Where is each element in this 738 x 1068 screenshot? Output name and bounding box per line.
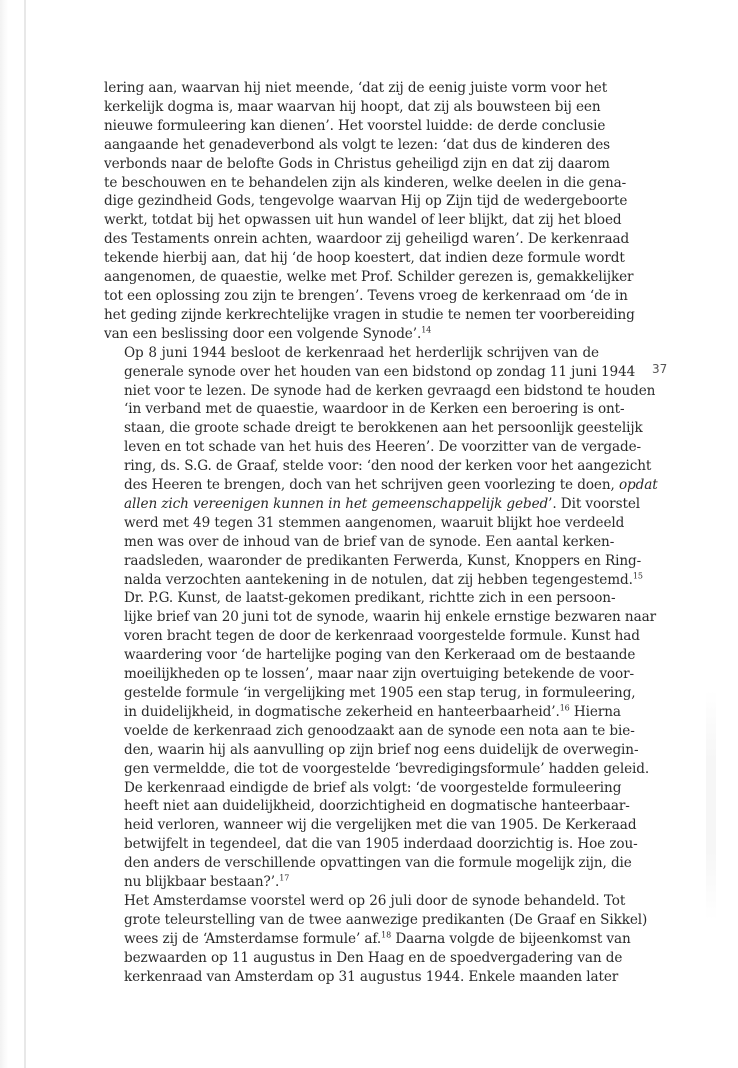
text-line: werd met 49 tegen 31 stemmen aangenomen, waaruit blijkt hoe verdeeld (124, 514, 625, 531)
text-segment: Hierna (569, 703, 621, 720)
text-segment: nu blijkbaar bestaan?’. (124, 874, 280, 891)
text-line: werkt, totdat bij het opwassen uit hun wandel of leer blijkt, dat zij het bloed (104, 212, 622, 229)
text-line: staan, die groote schade dreigt te berokkenen aan het persoonlijk geestelijk (124, 420, 643, 437)
text-line (104, 571, 643, 590)
text-line: voelde de kerkenraad zich genoodzaakt aan de synode een nota aan te bie- (124, 722, 635, 739)
text-line: tot een oplossing zou zijn te brengen’. Tevens vroeg de kerkenraad om ‘de in (104, 287, 628, 304)
binding-shadow (0, 0, 8, 1068)
text-line: des Testaments onrein achten, waardoor zij geheiligd waren’. De kerkenraad (104, 231, 630, 248)
page-number: 37 (652, 362, 668, 376)
text-line: waardering voor ‘de hartelijke poging van den Kerkeraad om de bestaande (124, 647, 636, 664)
text-line (104, 495, 641, 514)
text-line: gestelde formule ‘in vergelijking met 1905 een stap terug, in formuleering, (124, 685, 636, 701)
binding-edge (24, 0, 26, 1068)
footnote-ref: 18 (381, 930, 392, 940)
italic-segment: allen zich vereenigen kunnen in het gemeenschappelijk gebed (124, 495, 549, 512)
text-line: betwijfelt in tegendeel, dat die van 1905 inderdaad doorzichtig is. Hoe zou- (124, 836, 638, 853)
text-line: moeilijkheden op te lossen’, maar naar zijn overtuiging betekende de voor- (124, 666, 634, 683)
text-line (104, 703, 621, 722)
text-line (104, 325, 599, 344)
footnote-ref: 16 (559, 703, 570, 713)
text-segment: van een beslissing door een volgende Synode’. (104, 325, 422, 342)
text-line: gen vermeldde, die tot de voorgestelde ‘bevredigingsformule’ hadden geleid. (124, 760, 650, 777)
text-line (104, 476, 658, 495)
text-line: den, waarin hij als aanvulling op zijn brief nog eens duidelijk de overwegin- (124, 741, 639, 758)
text-line: raadsleden, waaronder de predikanten Ferwerda, Kunst, Knoppers en Ring- (124, 552, 642, 569)
text-line: te beschouwen en te behandelen zijn als kinderen, welke deelen in die gena- (104, 174, 627, 191)
text-line: dige gezindheid Gods, tengevolge waarvan Hij op Zijn tijd de wedergeboorte (104, 193, 628, 210)
text-line: lering aan, waarvan hij niet meende, ‘dat zij de eenig juiste vorm voor het (104, 80, 608, 96)
footnote-ref: 15 (632, 571, 643, 581)
paragraph-1 (104, 79, 635, 344)
text-line: generale synode over het houden van een bidstond op zondag 11 juni 1944 (124, 363, 636, 380)
text-line: lijke brief van 20 juni tot de synode, waarin hij enkele ernstige bezwaren naar (124, 609, 656, 626)
text-line: Het Amsterdamse voorstel werd op 26 juli door de synode behandeld. Tot (124, 892, 626, 909)
text-line: aangaande het genadeverbond als volgt te lezen: ‘dat dus de kinderen des (104, 136, 611, 153)
body-text (104, 79, 658, 987)
footnote-ref: 17 (279, 873, 290, 883)
text-line: leven en tot schade van het huis des Heeren’. De voorzitter van de vergade- (124, 439, 642, 456)
paragraph-2 (104, 344, 658, 590)
paragraph-4 (104, 892, 648, 987)
text-line: kerkelijk dogma is, maar waarvan hij hoopt, dat zij als bouwsteen bij een (104, 98, 601, 115)
text-line: het geding zijnde kerkrechtelijke vragen in studie te nemen ter voorbereiding (104, 306, 635, 323)
text-line: niet voor te lezen. De synode had de kerken gevraagd een bidstond te houden (124, 382, 656, 399)
text-line: nieuwe formuleering kan dienen’. Het voorstel luidde: de derde conclusie (104, 117, 606, 134)
text-line: ring, ds. S.G. de Graaf, stelde voor: ‘den nood der kerken voor het aangezicht (124, 458, 652, 475)
text-line: verbonds naar de belofte Gods in Christus geheiligd zijn en dat zij daarom (104, 155, 610, 172)
italic-segment: opdat (618, 477, 658, 494)
footnote-ref: 14 (421, 325, 432, 335)
paragraph-3 (104, 589, 656, 892)
text-segment: ’. Dit voorstel (548, 495, 641, 512)
text-line: heid verloren, wanneer wij die vergelijken met die van 1905. De Kerkeraad (124, 817, 637, 834)
text-line: men was over de inhoud van de brief van de synode. Een aantal kerken- (124, 533, 615, 550)
text-line: grote teleurstelling van de twee aanwezige predikanten (De Graaf en Sikkel) (124, 911, 648, 928)
text-line: ‘in verband met de quaestie, waardoor in de Kerken een beroering is ont- (124, 401, 625, 418)
text-line: aangenomen, de quaestie, welke met Prof. Schilder gerezen is, gemakkelijker (104, 269, 634, 286)
text-line (104, 930, 631, 949)
text-line: De kerkenraad eindigde de brief als volgt: ‘de voorgestelde formuleering (124, 779, 622, 796)
text-line: Dr. P.G. Kunst, de laatst-gekomen predikant, richtte zich in een persoon- (124, 590, 616, 607)
text-line: tekende hierbij aan, dat hij ‘de hoop koestert, dat indien deze formule wordt (104, 250, 625, 267)
show-through-mark (706, 690, 716, 920)
text-line: Op 8 juni 1944 besloot de kerkenraad het herderlijk schrijven van de (124, 344, 599, 361)
text-line (104, 873, 599, 892)
text-segment: Daarna volgde de bijeenkomst van (391, 930, 631, 947)
text-segment: nalda verzochten aantekening in de notulen, dat zij hebben tegengestemd. (124, 571, 633, 588)
text-segment: des Heeren te brengen, doch van het schrijven geen voorlezing te doen, (124, 477, 619, 494)
text-line: voren bracht tegen de door de kerkenraad voorgestelde formule. Kunst had (124, 628, 640, 645)
text-line: heeft niet aan duidelijkheid, doorzichtigheid en dogmatische hanteerbaar- (124, 798, 630, 815)
text-line: bezwaarden op 11 augustus in Den Haag en de spoedvergadering van de (124, 949, 623, 966)
text-segment: in duidelijkheid, in dogmatische zekerheid en hanteerbaarheid’. (124, 703, 560, 720)
text-segment: wees zij de ‘Amsterdamse formule’ af. (124, 930, 382, 947)
text-line: kerkenraad van Amsterdam op 31 augustus 1944. Enkele maanden later (124, 968, 619, 985)
text-line: den anders de verschillende opvattingen van die formule mogelijk zijn, die (124, 855, 632, 872)
